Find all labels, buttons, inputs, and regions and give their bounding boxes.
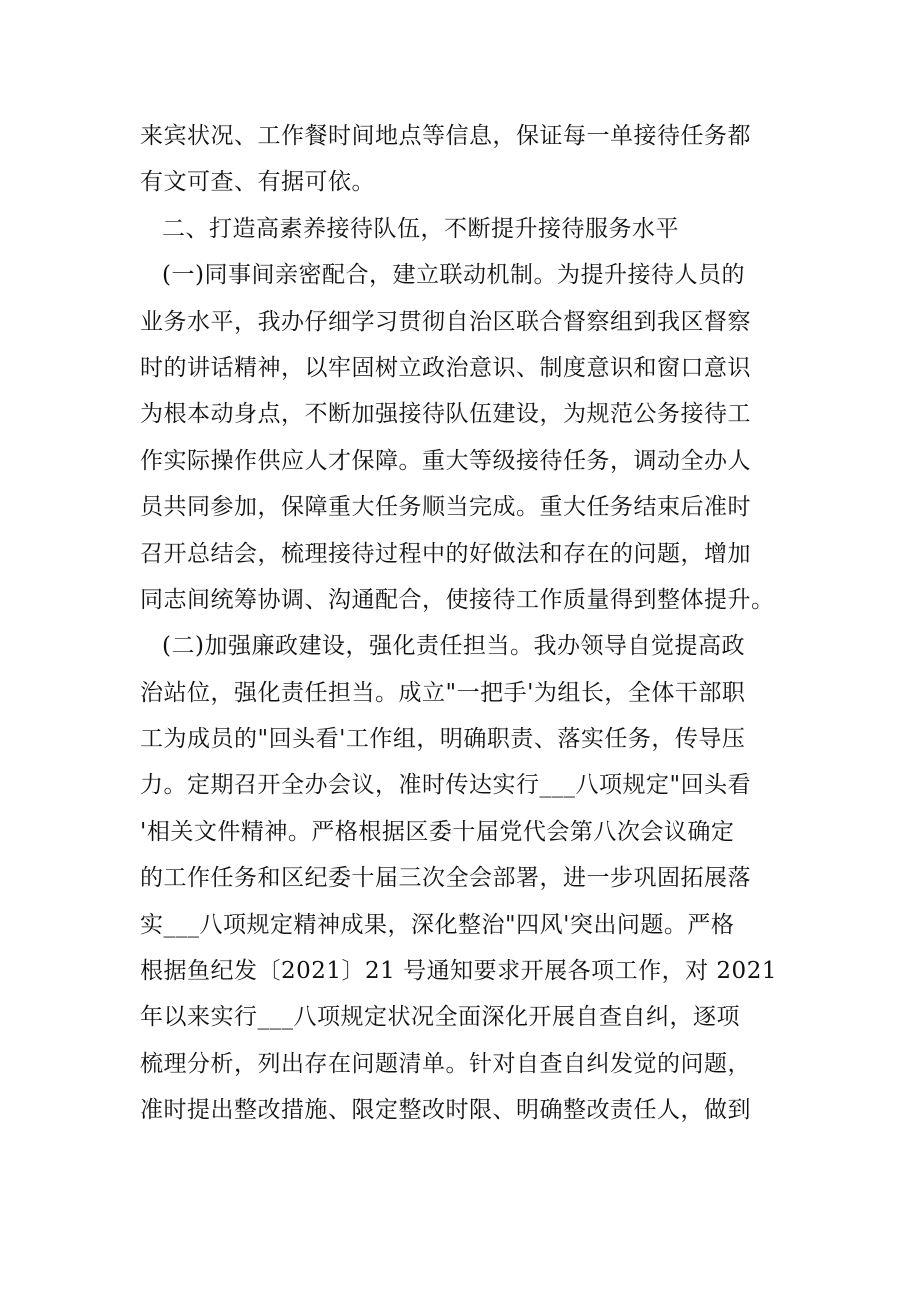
text-line: 同志间统筹协调、沟通配合，使接待工作质量得到整体提升。 bbox=[140, 586, 775, 613]
text-line: (一)同事间亲密配合，建立联动机制。为提升接待人员的 bbox=[162, 262, 745, 289]
text-line: 员共同参加，保障重大任务顺当完成。重大任务结束后准时 bbox=[140, 494, 751, 521]
text-line: (二)加强廉政建设，强化责任担当。我办领导自觉提高政 bbox=[162, 633, 745, 660]
text-line: 根据鱼纪发〔2021〕21 号通知要求开展各项工作，对 2021 bbox=[140, 958, 777, 985]
text-line: 梳理分析，列出存在问题清单。针对自查自纠发觉的问题， bbox=[140, 1050, 751, 1077]
text-line: 年以来实行___八项规定状况全面深化开展自查自纠，逐项 bbox=[140, 1004, 740, 1031]
text-line: 召开总结会，梳理接待过程中的好做法和存在的问题，增加 bbox=[140, 540, 751, 567]
text-line: 时的讲话精神，以牢固树立政治意识、制度意识和窗口意识 bbox=[140, 354, 751, 381]
text-line: 二、打造高素养接待队伍，不断提升接待服务水平 bbox=[162, 215, 679, 242]
text-line: 准时提出整改措施、限定整改时限、明确整改责任人，做到 bbox=[140, 1097, 751, 1124]
text-line: 工为成员的"回头看'工作组，明确职责、落实任务，传导压 bbox=[140, 726, 746, 753]
text-line: '相关文件精神。严格根据区委十届党代会第八次会议确定 bbox=[140, 818, 735, 845]
text-line: 来宾状况、工作餐时间地点等信息，保证每一单接待任务都 bbox=[140, 123, 751, 149]
document-body bbox=[140, 113, 782, 1134]
text-line: 实___八项规定精神成果，深化整治"四风'突出问题。严格 bbox=[140, 911, 735, 938]
text-line: 治站位，强化责任担当。成立"一把手'为组长，全体干部职 bbox=[140, 679, 746, 706]
text-line: 的工作任务和区纪委十届三次全会部署，进一步巩固拓展落 bbox=[140, 865, 751, 892]
text-line: 力。定期召开全办会议，准时传达实行___八项规定"回头看 bbox=[140, 772, 752, 799]
text-line: 业务水平，我办仔细学习贯彻自治区联合督察组到我区督察 bbox=[140, 308, 751, 335]
text-line: 作实际操作供应人才保障。重大等级接待任务，调动全办人 bbox=[140, 447, 751, 474]
text-line: 有文可查、有据可依。 bbox=[140, 169, 375, 196]
text-line: 为根本动身点，不断加强接待队伍建设，为规范公务接待工 bbox=[140, 401, 751, 428]
